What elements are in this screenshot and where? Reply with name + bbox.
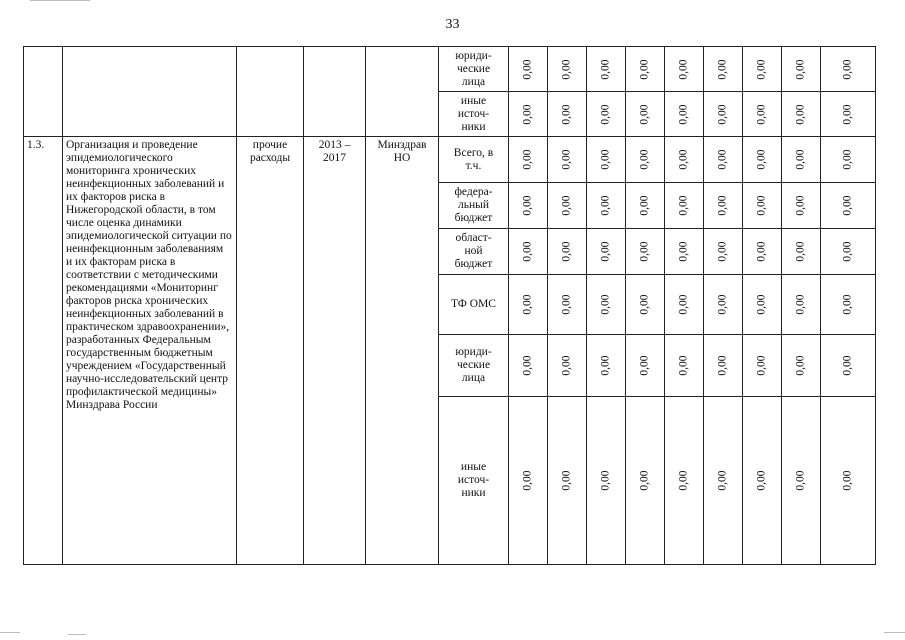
value-cell bbox=[509, 397, 548, 565]
value-text: 0,00 bbox=[560, 195, 573, 216]
value-text: 0,00 bbox=[521, 294, 534, 315]
value-cell bbox=[587, 335, 626, 397]
value-text: 0,00 bbox=[521, 470, 534, 491]
value-cell bbox=[704, 137, 743, 183]
value-text: 0,00 bbox=[841, 103, 854, 125]
value-cell bbox=[782, 397, 821, 565]
value-text: 0,00 bbox=[560, 103, 573, 125]
value-cell bbox=[626, 275, 665, 335]
value-cell bbox=[743, 275, 782, 335]
value-text: 0,00 bbox=[755, 355, 768, 376]
value-text: 0,00 bbox=[841, 294, 854, 315]
value-text: 0,00 bbox=[638, 470, 651, 491]
value-cell bbox=[587, 137, 626, 183]
value-text: 0,00 bbox=[521, 355, 534, 376]
value-cell bbox=[626, 92, 665, 137]
value-cell bbox=[626, 397, 665, 565]
value-cell bbox=[704, 397, 743, 565]
value-text: 0,00 bbox=[521, 149, 534, 170]
item-description: Организация и проведение эпидемиологического мониторинга хронических неинфекционных заболеваний и их факторов риска в Нижегородской области, в том числе оценка динамики эпидемиологической ситуации по неинфекционным заболеваниям и их факторам риска в соответствии с методическими рекомендациями «Мониторинг факторов риска хронических неинфекционных заболеваний в практическом здравоохранении», разработанных Федеральным государственным бюджетным учреждением «Государственный научно-исследовательский центр профилактической медицины» Минздрава России bbox=[63, 137, 237, 565]
value-text: 0,00 bbox=[638, 195, 651, 216]
value-text: 0,00 bbox=[677, 294, 690, 315]
value-text: 0,00 bbox=[599, 355, 612, 376]
value-cell bbox=[704, 92, 743, 137]
value-text: 0,00 bbox=[521, 195, 534, 216]
value-cell bbox=[665, 335, 704, 397]
value-text: 0,00 bbox=[560, 241, 573, 262]
value-text: 0,00 bbox=[794, 149, 807, 170]
value-text: 0,00 bbox=[677, 355, 690, 376]
value-cell bbox=[665, 275, 704, 335]
value-cell bbox=[821, 275, 876, 335]
value-text: 0,00 bbox=[677, 470, 690, 491]
value-cell bbox=[509, 47, 548, 92]
program-table bbox=[23, 46, 876, 565]
value-cell bbox=[821, 229, 876, 275]
value-cell bbox=[626, 47, 665, 92]
expense-category: прочие расходы bbox=[237, 137, 304, 565]
value-cell bbox=[509, 335, 548, 397]
scan-mark bbox=[68, 634, 86, 635]
value-cell bbox=[665, 397, 704, 565]
value-cell bbox=[626, 229, 665, 275]
funding-source: област- ной бюджет bbox=[439, 229, 509, 275]
table-row bbox=[24, 137, 876, 183]
value-text: 0,00 bbox=[755, 149, 768, 170]
value-text: 0,00 bbox=[638, 355, 651, 376]
value-text: 0,00 bbox=[755, 195, 768, 216]
value-text: 0,00 bbox=[755, 241, 768, 262]
value-cell bbox=[548, 92, 587, 137]
funding-source: юриди- ческие лица bbox=[439, 47, 509, 92]
value-text: 0,00 bbox=[599, 58, 612, 80]
scan-mark bbox=[884, 632, 905, 633]
value-cell bbox=[587, 92, 626, 137]
value-text: 0,00 bbox=[638, 149, 651, 170]
value-cell bbox=[626, 183, 665, 229]
value-cell bbox=[782, 183, 821, 229]
value-text: 0,00 bbox=[755, 294, 768, 315]
value-cell bbox=[509, 137, 548, 183]
funding-source: федера- льный бюджет bbox=[439, 183, 509, 229]
item-number: 1.3. bbox=[24, 137, 63, 565]
value-cell bbox=[548, 183, 587, 229]
funding-source: юриди- ческие лица bbox=[439, 335, 509, 397]
value-cell bbox=[587, 397, 626, 565]
page-number: 33 bbox=[445, 17, 460, 32]
value-text: 0,00 bbox=[677, 149, 690, 170]
value-text: 0,00 bbox=[677, 195, 690, 216]
number-cell bbox=[24, 47, 63, 137]
value-text: 0,00 bbox=[638, 241, 651, 262]
value-cell bbox=[743, 183, 782, 229]
value-cell bbox=[587, 183, 626, 229]
value-text: 0,00 bbox=[716, 355, 729, 376]
value-text: 0,00 bbox=[677, 241, 690, 262]
value-cell bbox=[821, 92, 876, 137]
value-cell bbox=[782, 275, 821, 335]
funding-source: ТФ ОМС bbox=[439, 275, 509, 335]
value-cell bbox=[782, 229, 821, 275]
value-cell bbox=[743, 92, 782, 137]
value-text: 0,00 bbox=[716, 241, 729, 262]
years-cell bbox=[304, 47, 366, 137]
value-text: 0,00 bbox=[560, 294, 573, 315]
value-text: 0,00 bbox=[560, 470, 573, 491]
value-text: 0,00 bbox=[716, 103, 729, 125]
value-text: 0,00 bbox=[716, 58, 729, 80]
value-text: 0,00 bbox=[794, 470, 807, 491]
value-text: 0,00 bbox=[841, 355, 854, 376]
value-text: 0,00 bbox=[794, 355, 807, 376]
value-cell bbox=[704, 183, 743, 229]
value-cell bbox=[743, 397, 782, 565]
value-cell bbox=[665, 137, 704, 183]
value-text: 0,00 bbox=[599, 103, 612, 125]
value-text: 0,00 bbox=[716, 149, 729, 170]
value-cell bbox=[626, 335, 665, 397]
value-cell bbox=[782, 47, 821, 92]
value-text: 0,00 bbox=[716, 195, 729, 216]
value-cell bbox=[509, 229, 548, 275]
period-years: 2013 – 2017 bbox=[304, 137, 366, 565]
value-text: 0,00 bbox=[794, 294, 807, 315]
value-text: 0,00 bbox=[841, 470, 854, 491]
value-text: 0,00 bbox=[794, 241, 807, 262]
value-cell bbox=[743, 229, 782, 275]
value-cell bbox=[509, 183, 548, 229]
value-text: 0,00 bbox=[841, 149, 854, 170]
value-cell bbox=[587, 275, 626, 335]
value-cell bbox=[743, 137, 782, 183]
value-cell bbox=[704, 47, 743, 92]
value-cell bbox=[821, 397, 876, 565]
executor-cell bbox=[366, 47, 439, 137]
value-text: 0,00 bbox=[794, 58, 807, 80]
funding-source: иные источ- ники bbox=[439, 92, 509, 137]
value-cell bbox=[704, 335, 743, 397]
value-cell bbox=[509, 92, 548, 137]
value-text: 0,00 bbox=[755, 470, 768, 491]
value-cell bbox=[704, 229, 743, 275]
table-row bbox=[24, 47, 876, 92]
value-text: 0,00 bbox=[521, 241, 534, 262]
funding-source: Всего, в т.ч. bbox=[439, 137, 509, 183]
value-cell bbox=[665, 47, 704, 92]
description-cell bbox=[63, 47, 237, 137]
value-cell bbox=[587, 47, 626, 92]
value-cell bbox=[782, 335, 821, 397]
scan-mark bbox=[0, 632, 20, 633]
value-cell bbox=[665, 183, 704, 229]
value-text: 0,00 bbox=[794, 103, 807, 125]
value-cell bbox=[548, 137, 587, 183]
value-text: 0,00 bbox=[638, 103, 651, 125]
value-text: 0,00 bbox=[677, 58, 690, 80]
value-text: 0,00 bbox=[638, 294, 651, 315]
value-text: 0,00 bbox=[841, 195, 854, 216]
value-cell bbox=[821, 183, 876, 229]
value-text: 0,00 bbox=[794, 195, 807, 216]
value-text: 0,00 bbox=[560, 58, 573, 80]
value-cell bbox=[821, 335, 876, 397]
value-text: 0,00 bbox=[755, 103, 768, 125]
value-cell bbox=[782, 92, 821, 137]
value-text: 0,00 bbox=[755, 58, 768, 80]
value-cell bbox=[704, 275, 743, 335]
value-text: 0,00 bbox=[638, 58, 651, 80]
value-cell bbox=[821, 47, 876, 92]
value-text: 0,00 bbox=[599, 470, 612, 491]
value-cell bbox=[587, 229, 626, 275]
value-text: 0,00 bbox=[677, 103, 690, 125]
value-text: 0,00 bbox=[716, 470, 729, 491]
value-text: 0,00 bbox=[841, 241, 854, 262]
value-cell bbox=[548, 335, 587, 397]
value-cell bbox=[743, 47, 782, 92]
value-text: 0,00 bbox=[716, 294, 729, 315]
value-text: 0,00 bbox=[599, 149, 612, 170]
funding-source: иные источ- ники bbox=[439, 397, 509, 565]
value-cell bbox=[548, 275, 587, 335]
scan-mark bbox=[30, 0, 90, 1]
value-text: 0,00 bbox=[841, 58, 854, 80]
value-text: 0,00 bbox=[521, 103, 534, 125]
value-text: 0,00 bbox=[560, 355, 573, 376]
value-text: 0,00 bbox=[560, 149, 573, 170]
value-text: 0,00 bbox=[599, 241, 612, 262]
value-text: 0,00 bbox=[521, 58, 534, 80]
category-cell bbox=[237, 47, 304, 137]
table-body bbox=[24, 47, 876, 565]
value-cell bbox=[782, 137, 821, 183]
value-cell bbox=[626, 137, 665, 183]
value-cell bbox=[821, 137, 876, 183]
executor: Минздрав НО bbox=[366, 137, 439, 565]
value-cell bbox=[665, 92, 704, 137]
value-text: 0,00 bbox=[599, 294, 612, 315]
value-cell bbox=[665, 229, 704, 275]
value-cell bbox=[743, 335, 782, 397]
value-cell bbox=[548, 229, 587, 275]
value-cell bbox=[509, 275, 548, 335]
value-cell bbox=[548, 397, 587, 565]
value-cell bbox=[548, 47, 587, 92]
value-text: 0,00 bbox=[599, 195, 612, 216]
